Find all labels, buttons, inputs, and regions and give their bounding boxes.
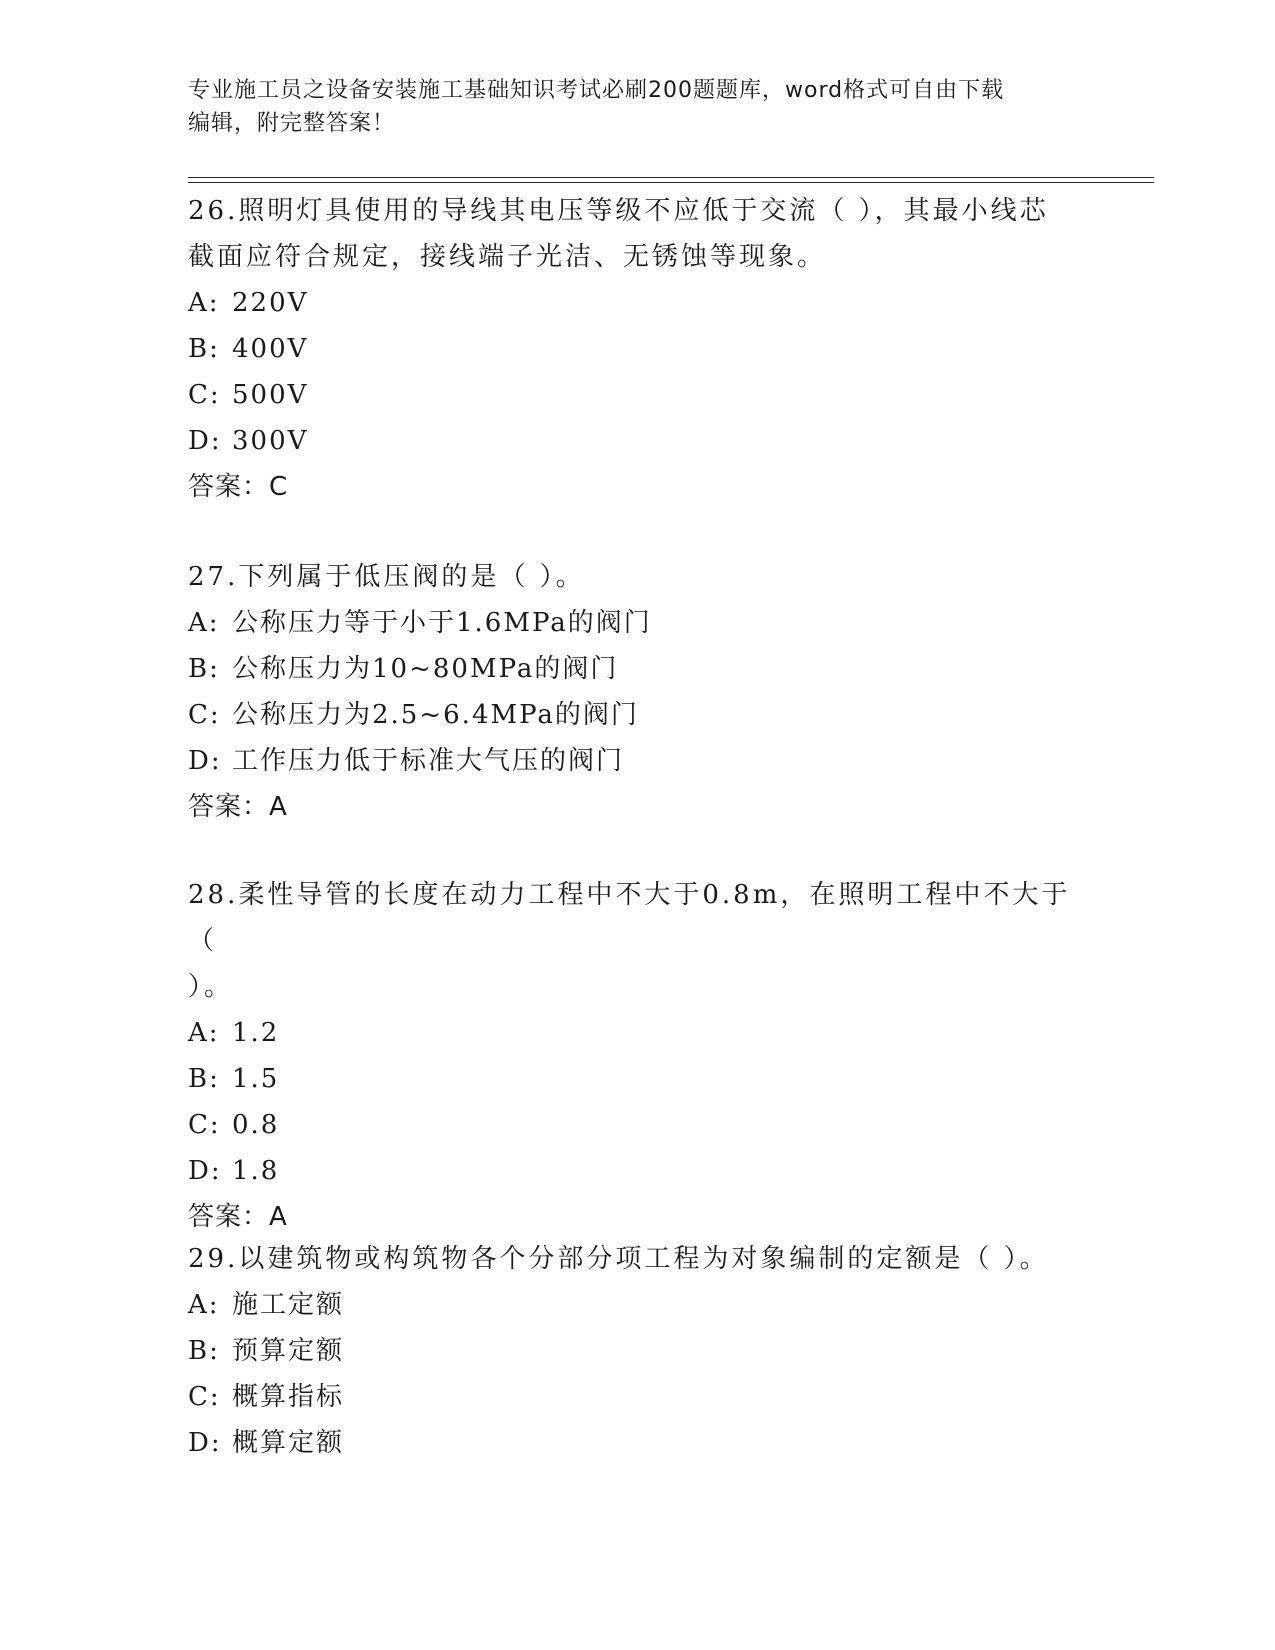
option-key: A: — [188, 288, 220, 318]
question-27 — [188, 554, 1088, 830]
option-text: 概算指标 — [232, 1382, 345, 1412]
option-text: 工作压力低于标准大气压的阀门 — [232, 746, 625, 776]
option-c — [188, 692, 1088, 738]
question-stem-line: 截面应符合规定，接线端子光洁、无锈蚀等现象。 — [188, 242, 827, 272]
option-a — [188, 1282, 1088, 1328]
option-c — [188, 1374, 1088, 1420]
question-29 — [188, 1236, 1088, 1466]
option-text: 施工定额 — [232, 1290, 345, 1320]
option-key: B: — [188, 1064, 220, 1094]
option-key: D: — [188, 426, 222, 456]
option-key: B: — [188, 334, 220, 364]
option-b — [188, 646, 1088, 692]
option-key: D: — [188, 746, 222, 776]
option-text: 1.8 — [232, 1156, 280, 1186]
option-a — [188, 280, 1088, 326]
option-d — [188, 1420, 1088, 1466]
option-key: C: — [188, 1382, 221, 1412]
option-text: 500V — [232, 380, 309, 410]
option-key: D: — [188, 1156, 222, 1186]
question-26 — [188, 188, 1088, 510]
option-a — [188, 1010, 1088, 1056]
document-header — [188, 74, 1088, 140]
option-text: 300V — [232, 426, 309, 456]
option-key: B: — [188, 1336, 220, 1366]
option-c — [188, 1102, 1088, 1148]
question-stem-line: 27.下列属于低压阀的是（ ）。 — [188, 562, 585, 592]
option-b — [188, 1328, 1088, 1374]
option-d — [188, 418, 1088, 464]
question-stem-line: 26.照明灯具使用的导线其电压等级不应低于交流（ ），其最小线芯 — [188, 196, 1049, 226]
question-stem-line: ）。 — [188, 972, 234, 1002]
question-stem-line: 28.柔性导管的长度在动力工程中不大于0.8m，在照明工程中不大于（ — [188, 880, 1071, 956]
option-key: D: — [188, 1428, 222, 1458]
option-text: 0.8 — [232, 1110, 280, 1140]
option-text: 1.2 — [232, 1018, 280, 1048]
header-divider-bottom — [188, 182, 1154, 183]
option-key: C: — [188, 380, 221, 410]
option-key: A: — [188, 1018, 220, 1048]
header-divider-top — [188, 177, 1154, 178]
option-text: 400V — [232, 334, 309, 364]
option-d — [188, 1148, 1088, 1194]
option-b — [188, 1056, 1088, 1102]
option-text: 公称压力等于小于1.6MPa的阀门 — [232, 608, 652, 638]
answer-line: 答案：A — [188, 1202, 288, 1232]
option-key: C: — [188, 700, 221, 730]
option-text: 预算定额 — [232, 1336, 345, 1366]
option-key: A: — [188, 608, 220, 638]
option-c — [188, 372, 1088, 418]
header-line-1: 专业施工员之设备安装施工基础知识考试必刷200题题库，word格式可自由下载 — [188, 78, 1005, 103]
option-a — [188, 600, 1088, 646]
option-text: 公称压力为10~80MPa的阀门 — [232, 654, 619, 684]
option-key: B: — [188, 654, 220, 684]
option-text: 概算定额 — [232, 1428, 345, 1458]
option-key: A: — [188, 1290, 220, 1320]
answer-line: 答案：A — [188, 792, 288, 822]
header-line-2: 编辑，附完整答案！ — [188, 111, 396, 136]
question-stem-line: 29.以建筑物或构筑物各个分部分项工程为对象编制的定额是（ ）。 — [188, 1244, 1049, 1274]
option-b — [188, 326, 1088, 372]
question-28 — [188, 872, 1088, 1240]
answer-line: 答案：C — [188, 472, 289, 502]
option-text: 公称压力为2.5~6.4MPa的阀门 — [232, 700, 639, 730]
option-text: 220V — [232, 288, 309, 318]
option-d — [188, 738, 1088, 784]
option-text: 1.5 — [232, 1064, 280, 1094]
option-key: C: — [188, 1110, 221, 1140]
